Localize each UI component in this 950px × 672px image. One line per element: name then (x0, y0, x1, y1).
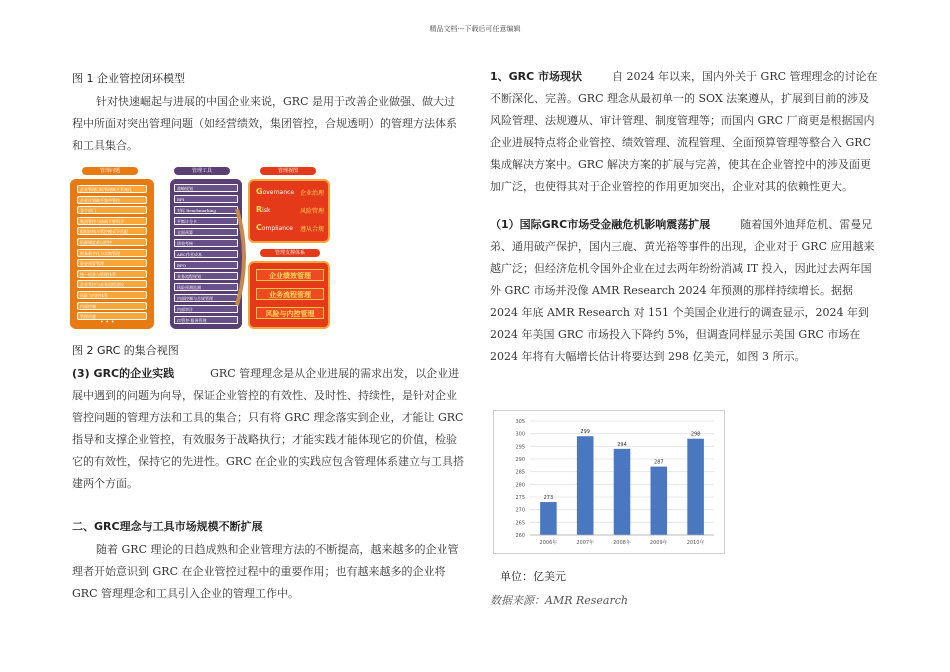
y-tick-label: 275 (515, 495, 525, 501)
y-tick-label: 290 (515, 457, 525, 463)
figure-1-caption: 图 1 企业管控闭环模型 (72, 72, 185, 85)
problem-item: 企业管理目标管理缺乏系统化 (77, 185, 147, 193)
problems-column (70, 179, 154, 329)
tool-item: 对标 Benchmarking (174, 206, 238, 214)
market-status-paragraph (490, 66, 880, 198)
figure-2-caption: 图 2 GRC 的集合视图 (72, 344, 179, 357)
tool-item: ABC作业成本 (174, 250, 238, 258)
chart-svg (494, 411, 724, 553)
problem-item: 企业计划缺乏集中管控 (77, 196, 147, 204)
section-2-text: 随着 GRC 理论的日趋成熟和企业管理方法的不断提高，越来越多的企业管理者开始意识到 GRC 在企业管控过程中的重要作用；也有越来越多的企业将 GRC 管理理念和工具引入企业的管理工作中。 (72, 543, 459, 600)
x-tick-label: 2006年 (539, 540, 558, 546)
x-tick-label: 2008年 (613, 540, 631, 546)
y-tick-label: 260 (515, 533, 525, 539)
grc-initial: R (256, 205, 263, 214)
unit-label: 单位：亿美元 (500, 570, 566, 583)
y-tick-label: 300 (515, 431, 525, 438)
grc-cn: 遵从合规 (300, 226, 325, 233)
source-label: 数据来源：AMR Research (490, 594, 628, 607)
grc-initial: G (256, 187, 263, 196)
section-3-paragraph (72, 363, 464, 495)
page-header: 精品文档---下载后可任意编辑 (429, 25, 521, 33)
problem-item: 组织结构与管控模式不匹配 (77, 227, 147, 235)
data-label: 287 (654, 459, 664, 466)
diagram-head-problems: 管理问题 (82, 167, 138, 175)
x-tick-label: 2007年 (576, 540, 595, 546)
more-items-dots: • • • (100, 319, 115, 326)
tool-item: 业务流程规划 (174, 272, 238, 280)
bar (540, 502, 557, 535)
market-status-text: 自 2024 年以来，国内外关于 GRC 管理理念的讨论在不断深化、完善。GRC 理念从最初单一的 SOX 法案遵从，扩展到目前的涉及风险管理、法规遵从、审计管理、制度管理等；而国内 GRC 厂商更是根据国内企业进展特点将企业管控、绩效管理、流程管理、全面预算管理等整合入 GRC 集成解决方案中。GRC 解决方案的扩展与完善，使其在企业管控中的涉及面更加广泛，也使得其对于企业管控的作用更加突出，企业对其的依赖性更大。 (490, 70, 878, 193)
y-tick-label: 265 (515, 520, 525, 527)
tool-item: 全面预算 (174, 228, 238, 236)
support-item: 业务流程管理 (256, 288, 324, 300)
section-2-paragraph (72, 539, 464, 605)
bar (651, 467, 668, 535)
tool-item: BPO (174, 261, 238, 269)
diagram-head-support: 管理支撑体系 (260, 249, 320, 257)
problem-item: 统一标准与管理体系 (77, 270, 147, 278)
problem-item: 集团管控与协同不够科学 (77, 217, 147, 225)
data-label: 273 (543, 495, 554, 502)
intl-market-paragraph (490, 214, 880, 368)
y-tick-label: 270 (515, 507, 525, 514)
problem-item: 内部控制 (77, 302, 147, 310)
x-tick-label: 2010年 (686, 540, 705, 546)
y-tick-label: 280 (515, 482, 525, 489)
problem-item: 财务数字化与实物管理 (77, 249, 147, 257)
intro-text: 针对快速崛起与进展的中国企业来说，GRC 是用于改善企业做强、做大过程中所面对突出管理问题（如经营绩效，集团管控，合规透明）的管理方法体系和工具集合。 (72, 95, 457, 152)
grc-set-diagram (70, 167, 340, 332)
problem-item: 各个部门 (77, 206, 147, 214)
y-tick-label: 295 (515, 444, 525, 451)
support-item: 企业绩效管理 (256, 269, 324, 281)
tools-column (170, 179, 242, 329)
grc-line (256, 223, 325, 233)
support-item: 风险与内控管理 (256, 307, 324, 319)
grc-word: ompliance (261, 225, 294, 232)
intl-market-text: 随着国外迪拜危机、雷曼兄弟、通用破产保护，国内三鹿、黄光裕等事件的出现，企业对于 GRC 应用越来越广泛；但经济危机令国外企业在过去两年纷纷消减 IT 投入，因此过去两年国外 GRC 市场并没像 AMR Research 2024 年预测的那样持续增长。据据 2024 年底 AMR Research 对 151 个美国企业进行的调查显示，2024 年到 2024 年美国 GRC 市场投入下降约 5%，但调查同样显示美国 GRC 市场在 2024 年将有大幅增长估计将要达到 298 亿美元，如图 3 所示。 (490, 218, 875, 363)
section-2-title: 二、GRC理念与工具市场规模不断扩展 (72, 520, 263, 533)
y-tick-label: 305 (515, 419, 525, 425)
bar (614, 449, 631, 535)
market-status-title: 1、GRC 市场现状 (490, 70, 583, 83)
grc-word: overnance (262, 189, 295, 196)
data-label: 294 (617, 441, 627, 448)
grc-market-chart (493, 410, 725, 554)
problem-item: 资源调度难以把控 (77, 238, 147, 246)
section-3-title: (3) GRC的企业实践 (72, 367, 175, 380)
grc-word: isk (262, 207, 271, 214)
bar (687, 439, 704, 535)
intl-market-title: （1）国际GRC市场受金融危机影响震荡扩展 (490, 218, 711, 231)
grc-box (248, 179, 330, 243)
grc-line (256, 187, 325, 197)
tool-item: 内部审计 (174, 305, 238, 313)
tool-item: 平衡计分卡 (174, 217, 238, 225)
problem-item: 风险与内控体系 (77, 291, 147, 299)
problem-item: 管理问题 (77, 312, 147, 320)
diagram-head-views: 管理视图 (260, 167, 316, 175)
problem-item: 资金预算管理 (77, 259, 147, 267)
tool-item: BPI (174, 195, 238, 203)
grc-line (256, 205, 325, 215)
x-tick-label: 2009年 (649, 540, 668, 546)
section-3-text: GRC 管理理念是从企业进展的需求出发，以企业进展中遇到的问题为向导，保证企业管控的有效性、及时性、持续性，是针对企业管控问题的管理方法和工具的集合；只有将 GRC 理念落实到企业，才能让 GRC 指导和支撑企业管控，有效服务于战略执行；才能实践才能体现它的价值，检验它的有效性，保持它的先进性。GRC 在企业的实践应包含管理体系建立与工具搭建两个方面。 (72, 367, 464, 490)
diagram-head-tools: 管理工具 (174, 167, 230, 175)
tool-item: 绩效考核 (174, 239, 238, 247)
tool-item: 风险预测监测 (174, 283, 238, 291)
support-box (248, 261, 330, 329)
tool-item: 内部控制与合规管理 (174, 294, 238, 302)
tool-item: 战略规划 (174, 184, 238, 192)
grc-initial: C (256, 223, 262, 232)
data-label: 299 (580, 429, 590, 436)
tool-item: IT管控·服务管理 (174, 316, 238, 324)
grc-cn: 企业治理 (300, 190, 325, 197)
intro-paragraph (72, 91, 464, 157)
data-label: 298 (690, 431, 701, 438)
y-tick-label: 285 (515, 469, 525, 476)
grc-cn: 风险管理 (300, 208, 325, 215)
bar (577, 436, 594, 535)
problem-item: 企业管控与业务流程建设 (77, 280, 147, 288)
